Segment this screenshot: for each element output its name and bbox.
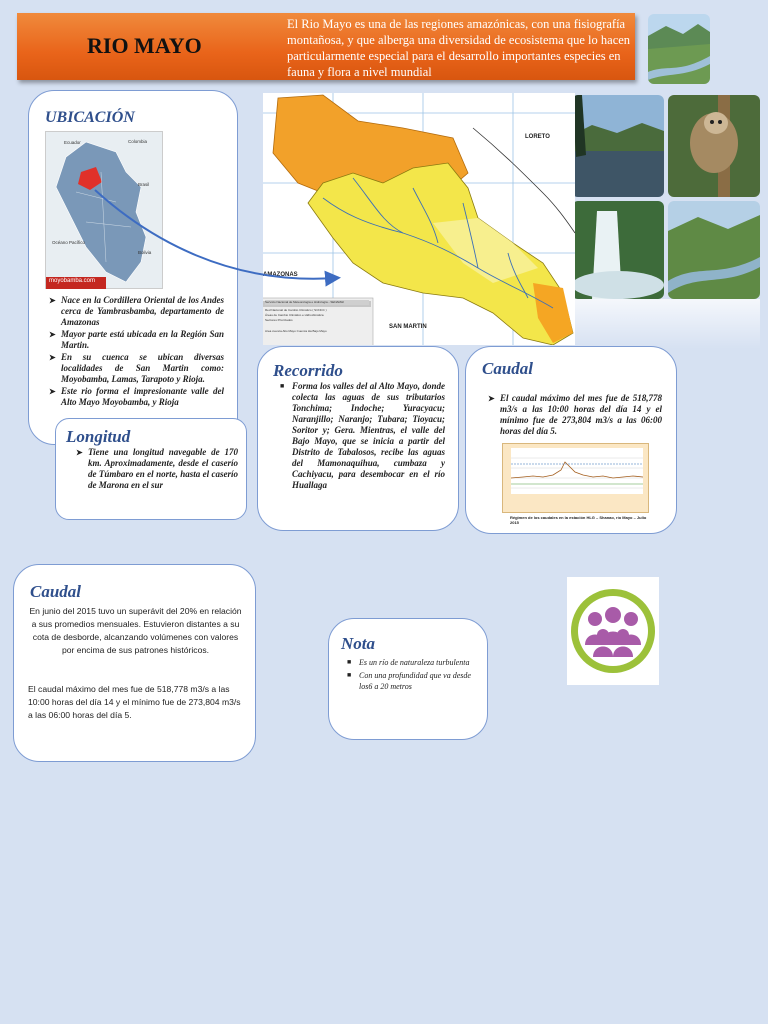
map-label-oceano: Océano Pacífico xyxy=(52,240,86,245)
recorrido-title: Recorrido xyxy=(273,361,343,380)
map-legend-line: Sectores Priorizados xyxy=(265,318,293,322)
list-item: ➤ Este rio forma el impresionante valle del Alto Mayo Moyobamba, y Rioja xyxy=(49,386,224,408)
nota-card xyxy=(328,618,488,740)
map-label-loreto: LORETO xyxy=(525,134,550,140)
longitud-card xyxy=(55,418,247,520)
caudal-title-bottom: Caudal xyxy=(30,582,82,601)
map-label-colombia: Colombia xyxy=(128,139,148,144)
recorrido-list xyxy=(280,381,445,492)
banner-description: El Rio Mayo es una de las regiones amazónicas, con una fisiografía montañosa, y que alberga una diversidad de ecosistema que lo hacen particularmente especial para el desarrollo importantes especies en fauna y flora a nivel mundial xyxy=(287,17,631,79)
flow-chart-caption: Régimen de los caudales en la estación HLG – Shanao, río Mayo – Julio 2015 xyxy=(510,515,647,525)
nota-title: Nota xyxy=(341,634,375,653)
caudal-card-top xyxy=(465,346,677,534)
list-item: ➤ Mayor parte está ubicada en la Región San Martin. xyxy=(49,329,224,351)
map-legend-line: Red Nacional de Cambio Climático ( SCNCC ) xyxy=(265,308,327,312)
list-item: ■ Con una profundidad que va desde los6 a 20 metros xyxy=(347,670,477,692)
ubicacion-title: UBICACIÓN xyxy=(45,109,135,126)
nota-list xyxy=(347,657,477,693)
people-icon xyxy=(567,577,659,685)
list-item: ➤ Tiene una longitud navegable de 170 km. Aproximadamente, desde el caserío de Túmbaro en el norte, hasta el caserío de Marona en el sur xyxy=(76,447,238,491)
map-label-amazonas: AMAZONAS xyxy=(263,272,298,278)
list-item: ➤ En su cuenca se ubican diversas localidades de San Martin como: Moyobamba, Lamas, Tarapoto y Rioja. xyxy=(49,352,224,385)
longitud-list xyxy=(76,447,238,492)
recorrido-card xyxy=(257,346,459,531)
map-label-brasil: Brasil xyxy=(138,182,150,187)
page-title: RIO MAYO xyxy=(87,33,202,58)
map-label-ecuador: Ecuador xyxy=(64,140,81,145)
map-label-bolivia: Bolivia xyxy=(138,250,152,255)
list-item: ■ Es un río de naturaleza turbulenta xyxy=(347,657,477,668)
map-label-san-martin: SAN MARTIN xyxy=(389,324,427,330)
map-legend-line: Area cuenca Alto Mayo Cuenca Ha Bajo Mayo xyxy=(265,329,327,333)
caudal-card-bottom xyxy=(13,564,256,762)
caudal-paragraph-1: En junio del 2015 tuvo un superávit del 20% en relación a sus promedios mensuales. Estuvieron distantes a su cota de desborde, alcanzando volúmenes con valores por encima de sus patrones históricos. xyxy=(29,606,242,655)
list-item: ■ Forma los valles del al Alto Mayo, donde colecta las aguas de sus tributarios Tonchima; Indoche; Yuracyacu; Naranjillo; Naranjo; Tubara; Tioyacu; Soritor y; Gera. Mientras, el valle del Bajo Mayo, que se inicia a partir del Distrito de Tabalosos, recibe las aguas del Mamonaquihua, cumbaza y Cachiyacu, para desembocar en el río Huallaga xyxy=(280,381,445,491)
caudal-paragraph-2: El caudal máximo del mes fue de 518,778 m3/s a las 10:00 horas del día 14 y el mínimo fue de 273,804 m3/s a las 06:00 horas del día 5. xyxy=(28,684,241,720)
longitud-title: Longitud xyxy=(66,427,131,446)
caudal-title-top: Caudal xyxy=(482,359,534,378)
flow-chart xyxy=(502,443,649,513)
list-item: ➤ El caudal máximo del mes fue de 518,778 m3/s a las 10:00 horas del día 14 y el mínimo fue de 273,804 m3/s a las 06:00 horas del día 5. xyxy=(488,393,662,437)
caudal-list-top xyxy=(488,393,662,438)
map-source: moyobamba.com xyxy=(49,278,96,284)
list-item: ➤ Nace en la Cordillera Oriental de los Andes cerca de Yambrasbamba, departamento de Amazonas xyxy=(49,295,224,328)
map-legend-line: Áreas de Cambio Climático e Hidroclimática xyxy=(265,313,324,317)
map-legend-line: Servicio Nacional de Meteorología e Hidrología - SENAMHI xyxy=(265,300,369,305)
